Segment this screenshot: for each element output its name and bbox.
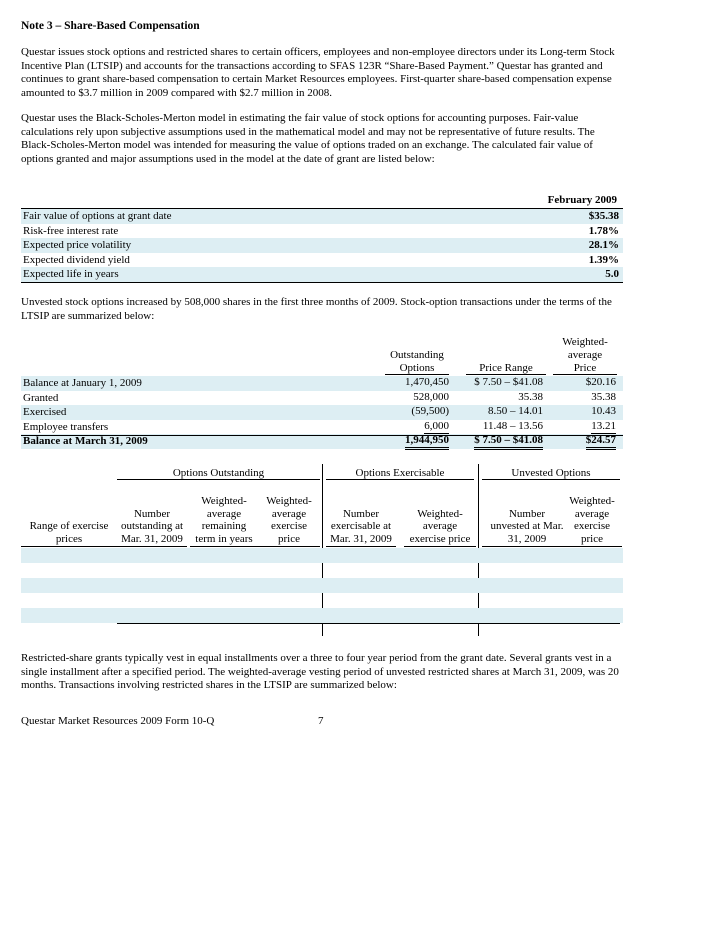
transaction-price: $20.16 bbox=[585, 376, 616, 388]
transaction-range: 8.50 – 14.01 bbox=[488, 405, 543, 418]
assumptions-column-header: February 2009 bbox=[547, 194, 617, 206]
col-header-num-unv: unvested at Mar. bbox=[490, 520, 564, 533]
col-header-wa-out: exercise bbox=[270, 520, 308, 533]
assumption-row bbox=[21, 238, 623, 253]
range-row bbox=[21, 548, 623, 563]
col-header-range: prices bbox=[21, 533, 117, 547]
transaction-label: Employee transfers bbox=[23, 420, 109, 433]
transaction-row bbox=[21, 420, 623, 435]
outstanding-header-1: Outstanding bbox=[390, 349, 444, 361]
transaction-range: $ 7.50 – $41.08 bbox=[474, 434, 543, 450]
transaction-range: 35.38 bbox=[518, 390, 543, 403]
col-header-wa-unv: Weighted- bbox=[569, 494, 615, 507]
paragraph-2: Questar uses the Black-Scholes-Merton model in estimating the fair value of stock options for accounting purposes. Fair-value calculations rely upon subjective assumptions used in the mathematical model and may not be representative of future results. The Black-Scholes-Merton model was intended for measuring the value of options traded on an exchange. The calculated fair value of options granted and major assumptions used in the model at the date of grant are listed below: bbox=[21, 112, 595, 165]
paragraph-3: Unvested stock options increased by 508,000 shares in the first three months of 2009. Stock-option transactions under the terms of the LTSIP are summarized below: bbox=[21, 296, 612, 322]
wa-header-1: Weighted- bbox=[562, 336, 608, 348]
col-header-num-out: Number bbox=[133, 507, 171, 520]
assumption-value: 5.0 bbox=[605, 268, 619, 281]
col-header-term: average bbox=[206, 507, 242, 520]
transaction-label: Granted bbox=[23, 391, 59, 404]
transaction-price: 13.21 bbox=[591, 419, 616, 432]
transaction-options: (59,500) bbox=[411, 405, 449, 418]
col-header-wa-ex: Weighted- bbox=[417, 507, 463, 520]
assumption-value: 1.39% bbox=[588, 253, 619, 266]
col-header-range: Range of exercise bbox=[29, 520, 109, 533]
col-header-wa-out: Weighted- bbox=[266, 494, 312, 507]
assumption-label: Fair value of options at grant date bbox=[23, 210, 172, 222]
transaction-price: 10.43 bbox=[591, 405, 616, 418]
paragraph-4: Restricted-share grants typically vest in equal installments over a three to four year period from the grant date. Several grants vest in a single installment after a specified period. The weighted-average vesting period of unvested restricted shares at March 31, 2009, was 20 months. Transactions involving restricted shares in the LTSIP are summarized below: bbox=[21, 652, 619, 691]
assumption-row bbox=[21, 253, 623, 268]
assumption-row bbox=[21, 209, 623, 224]
footer-left: Questar Market Resources 2009 Form 10-Q bbox=[21, 715, 215, 727]
col-header-num-unv: 31, 2009 bbox=[482, 533, 572, 547]
col-header-wa-unv: price bbox=[562, 533, 622, 547]
col-header-num-ex: Number bbox=[342, 507, 380, 520]
group-header-unvested: Unvested Options bbox=[482, 467, 620, 480]
assumption-label: Risk-free interest rate bbox=[23, 224, 119, 237]
transaction-options: 1,944,950 bbox=[405, 434, 449, 450]
transaction-label: Balance at January 1, 2009 bbox=[23, 377, 142, 389]
outstanding-header-2: Options bbox=[385, 362, 449, 375]
col-header-term: Weighted- bbox=[201, 494, 247, 507]
range-row bbox=[21, 608, 623, 623]
assumption-value: $35.38 bbox=[588, 210, 619, 222]
col-header-num-out: Mar. 31, 2009 bbox=[117, 533, 187, 547]
transaction-label: Exercised bbox=[23, 406, 67, 419]
assumption-value: 1.78% bbox=[588, 224, 619, 237]
transaction-price: 35.38 bbox=[591, 390, 616, 403]
transaction-options: 528,000 bbox=[413, 390, 449, 403]
assumption-label: Expected dividend yield bbox=[23, 253, 130, 266]
col-header-num-ex: exercisable at bbox=[330, 520, 392, 533]
transaction-label: Balance at March 31, 2009 bbox=[23, 435, 148, 448]
transaction-row bbox=[21, 391, 623, 406]
assumption-row bbox=[21, 267, 623, 282]
range-row bbox=[21, 563, 623, 578]
price-range-header: Price Range bbox=[466, 362, 546, 375]
transaction-row bbox=[21, 405, 623, 420]
transaction-range: $ 7.50 – $41.08 bbox=[474, 376, 543, 388]
col-header-wa-out: average bbox=[271, 507, 307, 520]
transaction-options: 6,000 bbox=[424, 419, 449, 432]
group-header-exercisable: Options Exercisable bbox=[326, 467, 474, 480]
col-header-term: remaining bbox=[201, 520, 247, 533]
transaction-row bbox=[21, 434, 623, 449]
wa-header-2: average bbox=[567, 349, 603, 361]
col-header-num-unv: Number bbox=[508, 507, 546, 520]
col-header-term: term in years bbox=[190, 533, 258, 547]
assumption-label: Expected price volatility bbox=[23, 239, 132, 252]
col-header-num-ex: Mar. 31, 2009 bbox=[326, 533, 396, 547]
page-number: 7 bbox=[318, 715, 324, 727]
note-heading: Note 3 – Share-Based Compensation bbox=[21, 20, 200, 32]
assumption-row bbox=[21, 224, 623, 239]
transaction-range: 11.48 – 13.56 bbox=[482, 419, 543, 432]
transaction-row bbox=[21, 376, 623, 391]
transaction-price: $24.57 bbox=[586, 434, 616, 450]
transaction-options: 1,470,450 bbox=[405, 376, 449, 388]
assumption-label: Expected life in years bbox=[23, 268, 119, 281]
col-header-num-out: outstanding at bbox=[120, 520, 184, 533]
col-header-wa-unv: average bbox=[574, 507, 610, 520]
assumption-value: 28.1% bbox=[588, 239, 619, 252]
col-header-wa-out: price bbox=[258, 533, 320, 547]
group-header-outstanding: Options Outstanding bbox=[117, 467, 320, 480]
col-header-wa-ex: exercise price bbox=[404, 533, 476, 547]
paragraph-1: Questar issues stock options and restricted shares to certain officers, employees and non-employee directors under its Long-term Stock Incentive Plan (LTSIP) and accounts for the transactions according to SFAS 123R “Share-Based Payment.” Questar has granted and continues to grant share-based compensation to certain Market Resources employees. First-quarter share-based compensation expense amounted to $3.7 million in 2009 compared with $2.7 million in 2008. bbox=[21, 46, 615, 99]
range-row bbox=[21, 578, 623, 593]
col-header-wa-unv: exercise bbox=[573, 520, 611, 533]
col-header-wa-ex: average bbox=[422, 520, 458, 533]
wa-header-3: Price bbox=[553, 362, 617, 375]
range-row bbox=[21, 593, 623, 608]
range-totals-row bbox=[21, 623, 623, 638]
